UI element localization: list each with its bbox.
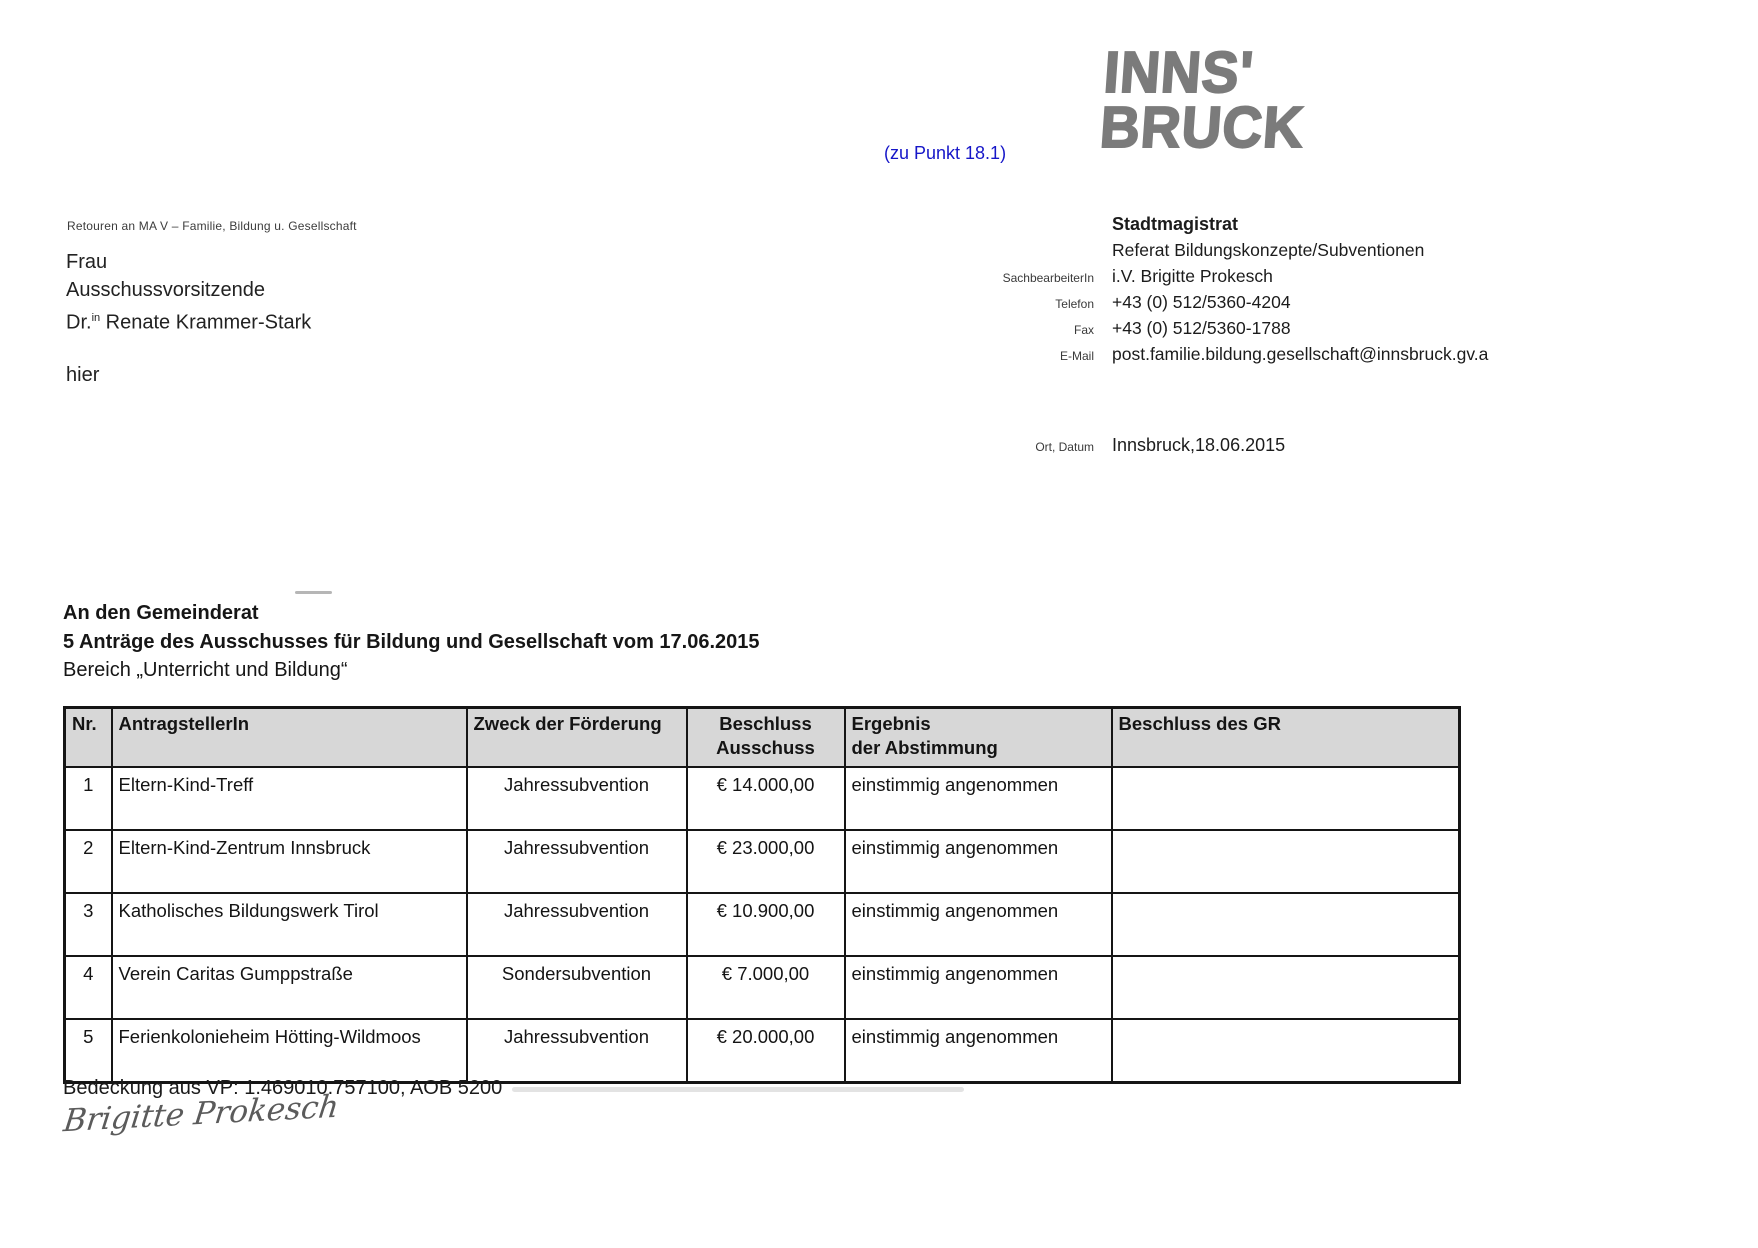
cell-purpose: Jahressubvention: [467, 893, 687, 956]
innsbruck-logo: [1098, 40, 1309, 160]
sender-phone: +43 (0) 512/5360-4204: [1112, 292, 1291, 312]
recipient-name-text: Renate Krammer-Stark: [100, 311, 312, 334]
label-empty: [912, 211, 1094, 237]
recipient-block: [66, 248, 311, 337]
cell-result: einstimmig angenommen: [845, 767, 1112, 830]
label-empty: [912, 237, 1094, 263]
table-row: [65, 893, 1460, 956]
cell-result: einstimmig angenommen: [845, 1019, 1112, 1083]
cell-nr: 4: [65, 956, 112, 1019]
return-address: Retouren an MA V – Familie, Bildung u. Gesellschaft: [67, 219, 357, 233]
cell-nr: 1: [65, 767, 112, 830]
sender-fax: +43 (0) 512/5360-1788: [1112, 318, 1291, 338]
sender-organization: Stadtmagistrat: [1112, 214, 1239, 234]
sender-department: Referat Bildungskonzepte/Subventionen: [1112, 240, 1425, 260]
sender-contact-block: [912, 211, 1489, 367]
cell-gr-decision: [1112, 893, 1460, 956]
sender-clerk-name: i.V. Brigitte Prokesch: [1112, 266, 1273, 286]
cell-applicant: Ferienkolonieheim Hötting-Wildmoos: [112, 1019, 467, 1083]
cell-amount: € 20.000,00: [687, 1019, 845, 1083]
place-date-value: Innsbruck,18.06.2015: [1112, 435, 1286, 455]
cell-applicant: Verein Caritas Gumppstraße: [112, 956, 467, 1019]
label-telefon: Telefon: [1055, 297, 1094, 311]
cell-amount: € 14.000,00: [687, 767, 845, 830]
table-row: [65, 1019, 1460, 1083]
subject-addressee: An den Gemeinderat: [63, 602, 259, 624]
col-header-beschluss-gr: Beschluss des GR: [1112, 708, 1460, 768]
cell-result: einstimmig angenommen: [845, 956, 1112, 1019]
col-header-nr: Nr.: [65, 708, 112, 768]
handwritten-signature: Brigitte Prokesch: [61, 1088, 341, 1140]
col-header-beschluss-ausschuss: Beschluss Ausschuss: [687, 708, 845, 768]
recipient-title-suffix: in: [91, 312, 101, 324]
col-header-ergebnis: Ergebnis der Abstimmung: [845, 708, 1112, 768]
logo-line1: INNS': [1101, 40, 1256, 105]
table-row: [65, 767, 1460, 830]
col-header-antragstellerin: AntragstellerIn: [112, 708, 467, 768]
cell-gr-decision: [1112, 956, 1460, 1019]
label-email: E-Mail: [1059, 349, 1094, 363]
recipient-role: Ausschussvorsitzende: [66, 279, 265, 301]
cell-gr-decision: [1112, 1019, 1460, 1083]
label-sachbearbeiterin: SachbearbeiterIn: [1002, 271, 1094, 285]
recipient-location: hier: [66, 364, 100, 386]
subject-area: Bereich „Unterricht und Bildung“: [63, 659, 348, 681]
cell-purpose: Sondersubvention: [467, 956, 687, 1019]
cell-amount: € 10.900,00: [687, 893, 845, 956]
table-row: [65, 830, 1460, 893]
recipient-salutation: Frau: [66, 251, 108, 273]
col-header-zweck: Zweck der Förderung: [467, 708, 687, 768]
cell-purpose: Jahressubvention: [467, 830, 687, 893]
cell-nr: 3: [65, 893, 112, 956]
subject-block: [63, 599, 760, 685]
cell-result: einstimmig angenommen: [845, 893, 1112, 956]
sender-email: post.familie.bildung.gesellschaft@innsbruck.gv.a: [1112, 344, 1489, 364]
cell-amount: € 7.000,00: [687, 956, 845, 1019]
cell-gr-decision: [1112, 830, 1460, 893]
recipient-name: [66, 304, 311, 337]
cell-amount: € 23.000,00: [687, 830, 845, 893]
table-header-row: [65, 708, 1460, 768]
subject-title: 5 Anträge des Ausschusses für Bildung und Gesellschaft vom 17.06.2015: [63, 630, 760, 653]
place-date-row: [912, 432, 1460, 458]
cell-gr-decision: [1112, 767, 1460, 830]
cell-nr: 5: [65, 1019, 112, 1083]
recipient-title: Dr.: [66, 311, 92, 334]
cell-applicant: Katholisches Bildungswerk Tirol: [112, 893, 467, 956]
scan-dash-artifact: [295, 591, 332, 594]
logo-line2: BRUCK: [1098, 94, 1307, 160]
budget-coverage-note: Bedeckung aus VP: 1.469010.757100, AOB 5200: [63, 1077, 503, 1099]
scan-smear-artifact: [512, 1087, 964, 1092]
cell-purpose: Jahressubvention: [467, 1019, 687, 1083]
label-fax: Fax: [1073, 323, 1094, 337]
label-ort-datum: Ort, Datum: [1035, 440, 1094, 454]
applications-table: [63, 706, 1461, 1084]
cell-applicant: Eltern-Kind-Zentrum Innsbruck: [112, 830, 467, 893]
agenda-point-reference: (zu Punkt 18.1): [884, 143, 1007, 163]
table-row: [65, 956, 1460, 1019]
cell-purpose: Jahressubvention: [467, 767, 687, 830]
cell-result: einstimmig angenommen: [845, 830, 1112, 893]
cell-applicant: Eltern-Kind-Treff: [112, 767, 467, 830]
cell-nr: 2: [65, 830, 112, 893]
